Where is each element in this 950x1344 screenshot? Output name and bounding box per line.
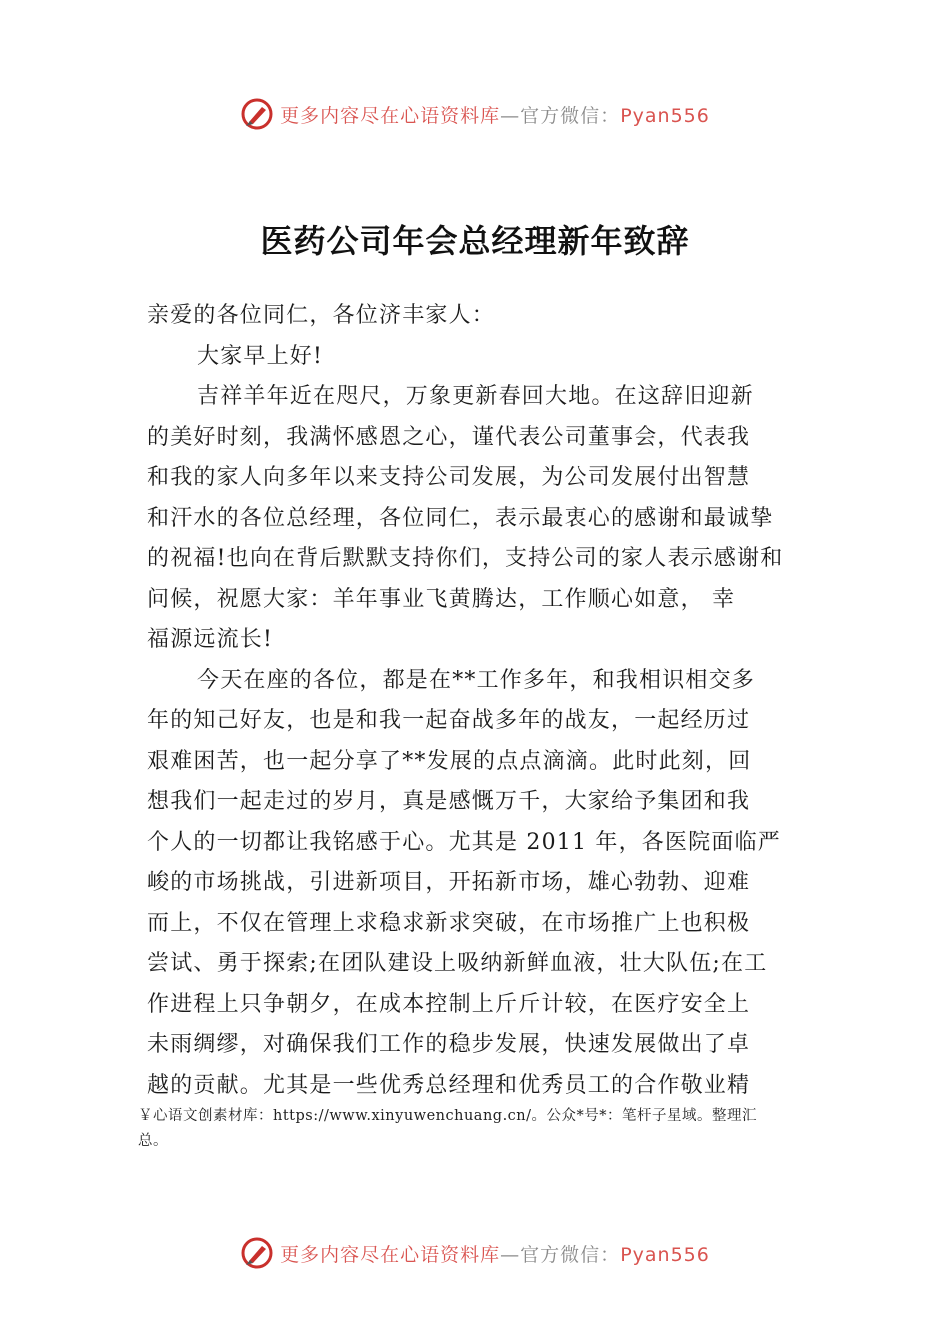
document-body [147, 296, 807, 1106]
brush-logo-icon [240, 1236, 274, 1270]
body-line: 未雨绸缪，对确保我们工作的稳步发展，快速发展做出了卓 [147, 1032, 751, 1057]
body-line: 的美好时刻，我满怀感恩之心，谨代表公司董事会，代表我 [147, 424, 751, 450]
body-line: 而上，不仅在管理上求稳求新求突破，在市场推广上也积极 [147, 910, 751, 936]
body-line: 吉祥羊年近在咫尺，万象更新春回大地。在这辞旧迎新 [197, 384, 754, 409]
footer-watermark [0, 1233, 950, 1273]
salutation-line: 亲爱的各位同仁，各位济丰家人： [147, 303, 496, 328]
body-line: 今天在座的各位，都是在**工作多年，和我相识相交多 [197, 667, 756, 693]
footnote-line: ￥心语文创素材库：https://www.xinyuwenchuang.cn/。公众*号*：笔杆子星域。整理汇 [138, 1108, 758, 1124]
body-line: 福源远流长! [147, 627, 274, 652]
body-line: 峻的市场挑战，引进新项目，开拓新市场，雄心勃勃、迎难 [147, 870, 751, 895]
watermark-text [280, 101, 710, 128]
footnote-line: 总。 [138, 1133, 168, 1149]
source-footnote [138, 1104, 818, 1154]
watermark-text [280, 1240, 710, 1267]
body-line: 尝试、勇于探索;在团队建设上吸纳新鲜血液，壮大队伍;在工 [147, 951, 768, 976]
brush-logo-icon [240, 97, 274, 131]
body-line: 大家早上好! [197, 343, 324, 369]
body-line: 问候，祝愿大家：羊年事业飞黄腾达，工作顺心如意， 幸 [147, 586, 736, 612]
watermark-wechat-id: Pyan556 [620, 104, 710, 127]
watermark-dash: — [500, 104, 521, 127]
watermark-wechat-label: 官方微信： [520, 104, 621, 127]
body-line: 个人的一切都让我铭感于心。尤其是 2011 年，各医院面临严 [147, 829, 781, 855]
body-line: 和我的家人向多年以来支持公司发展，为公司发展付出智慧 [147, 465, 751, 490]
body-line: 作进程上只争朝夕，在成本控制上斤斤计较，在医疗安全上 [147, 991, 751, 1017]
body-line: 年的知己好友，也是和我一起奋战多年的战友，一起经历过 [147, 708, 751, 733]
watermark-main: 更多内容尽在心语资料库 [280, 1243, 501, 1266]
body-line: 越的贡献。尤其是一些优秀总经理和优秀员工的合作敬业精 [147, 1072, 751, 1098]
watermark-wechat-label: 官方微信： [520, 1243, 621, 1266]
body-line: 艰难困苦，也一起分享了**发展的点点滴滴。此时此刻，回 [147, 748, 752, 774]
header-watermark [0, 94, 950, 134]
watermark-main: 更多内容尽在心语资料库 [280, 104, 501, 127]
body-line: 和汗水的各位总经理，各位同仁，表示最衷心的感谢和最诚挚 [147, 505, 774, 531]
body-line: 的祝福!也向在背后默默支持你们，支持公司的家人表示感谢和 [147, 546, 784, 571]
document-title: 医药公司年会总经理新年致辞 [260, 222, 690, 260]
watermark-dash: — [500, 1243, 521, 1266]
watermark-wechat-id: Pyan556 [620, 1243, 710, 1266]
body-line: 想我们一起走过的岁月，真是感慨万千，大家给予集团和我 [147, 789, 751, 814]
